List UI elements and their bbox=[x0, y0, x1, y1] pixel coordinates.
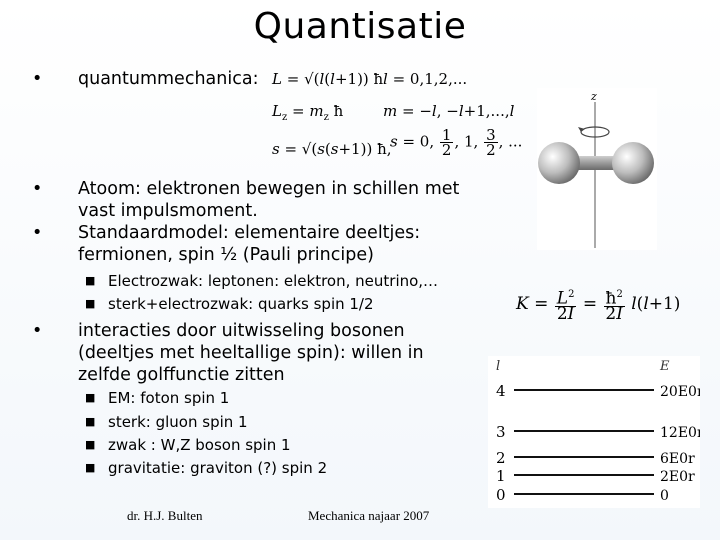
level-l-label: 4 bbox=[496, 382, 506, 400]
l-axis-label: l bbox=[496, 359, 501, 374]
slide-title: Quantisatie bbox=[253, 6, 467, 47]
bullet-interacties bbox=[32, 320, 458, 386]
level-energy-label: 2E0r bbox=[660, 469, 695, 485]
energy-formula: K = $\frac{L^2}{2I}$ = $\frac{ħ^2}{2I}$ l(l+1) bbox=[516, 288, 681, 324]
sub-bullet-leptonen: ■ Electrozwak: leptonen: elektron, neutrino,… bbox=[85, 272, 439, 290]
bullet-dot-icon: • bbox=[32, 179, 43, 199]
sub-bullet-gravitatie: ■ gravitatie: graviton (?) spin 2 bbox=[85, 459, 328, 477]
bullet-atoom bbox=[32, 178, 478, 222]
equation-Lz: $L_z = m_z$ ħ bbox=[272, 102, 344, 123]
square-bullet-icon: ■ bbox=[85, 391, 96, 404]
footer-author: dr. H.J. Bulten bbox=[127, 508, 203, 523]
bullet-text: interacties door uitwisseling bosonen (deeltjes met heeltallige spin): willen in zelfde golffunctie zitten bbox=[78, 321, 424, 385]
bullet-text: Atoom: elektronen bewegen in schillen met vast impulsmoment. bbox=[78, 179, 460, 221]
level-l-label: 2 bbox=[496, 449, 506, 467]
sub-bullet-sterk: ■ sterk: gluon spin 1 bbox=[85, 413, 248, 431]
sub-bullet-zwak: ■ zwak : W,Z boson spin 1 bbox=[85, 436, 291, 454]
square-bullet-icon: ■ bbox=[85, 438, 96, 451]
z-axis-label: z bbox=[591, 90, 597, 103]
bullet-text: Standaardmodel: elementaire deeltjes: fermionen, spin ½ (Pauli principe) bbox=[78, 223, 421, 265]
square-bullet-icon: ■ bbox=[85, 461, 96, 474]
level-l-label: 3 bbox=[496, 423, 506, 441]
molecule-illustration bbox=[537, 88, 657, 250]
equation-s-values: s = 0, $\frac{1}{2}$ , 1, $\frac{3}{2}$ , ... bbox=[390, 126, 523, 159]
atom-right-icon bbox=[612, 142, 654, 184]
energy-level-diagram bbox=[488, 356, 700, 508]
rotation-arrowhead-icon bbox=[578, 127, 585, 132]
level-energy-label: 20E0r bbox=[660, 384, 700, 400]
bullet-dot-icon: • bbox=[32, 223, 43, 243]
level-energy-label: 6E0r bbox=[660, 451, 695, 467]
square-bullet-icon: ■ bbox=[85, 297, 96, 310]
bullet-text: quantummechanica: bbox=[78, 69, 259, 89]
equation-s: s = √(s(s+1)) ħ, bbox=[272, 140, 392, 158]
bullet-quantummechanica bbox=[32, 68, 259, 90]
atom-left-icon bbox=[538, 142, 580, 184]
bullet-dot-icon: • bbox=[32, 321, 43, 341]
square-bullet-icon: ■ bbox=[85, 415, 96, 428]
square-bullet-icon: ■ bbox=[85, 274, 96, 287]
energy-levels-svg bbox=[488, 356, 700, 508]
level-l-label: 0 bbox=[496, 486, 506, 504]
level-l-label: 1 bbox=[496, 467, 506, 485]
equation-L: L = √(l(l+1)) ħ bbox=[272, 70, 384, 88]
equation-l-values: l = 0,1,2,... bbox=[383, 70, 468, 88]
level-energy-label: 12E0r bbox=[660, 425, 700, 441]
bullet-dot-icon: • bbox=[32, 69, 43, 89]
sub-bullet-em: ■ EM: foton spin 1 bbox=[85, 389, 230, 407]
bullet-standaardmodel bbox=[32, 222, 478, 266]
e-axis-label: E bbox=[660, 359, 670, 374]
level-energy-label: 0 bbox=[660, 488, 669, 504]
footer-course: Mechanica najaar 2007 bbox=[308, 508, 430, 523]
sub-bullet-quarks: ■ sterk+electrozwak: quarks spin 1/2 bbox=[85, 295, 374, 313]
rigid-rotor-svg bbox=[537, 88, 657, 250]
equation-m-values: m = −l, −l+1,...,l bbox=[383, 102, 515, 120]
